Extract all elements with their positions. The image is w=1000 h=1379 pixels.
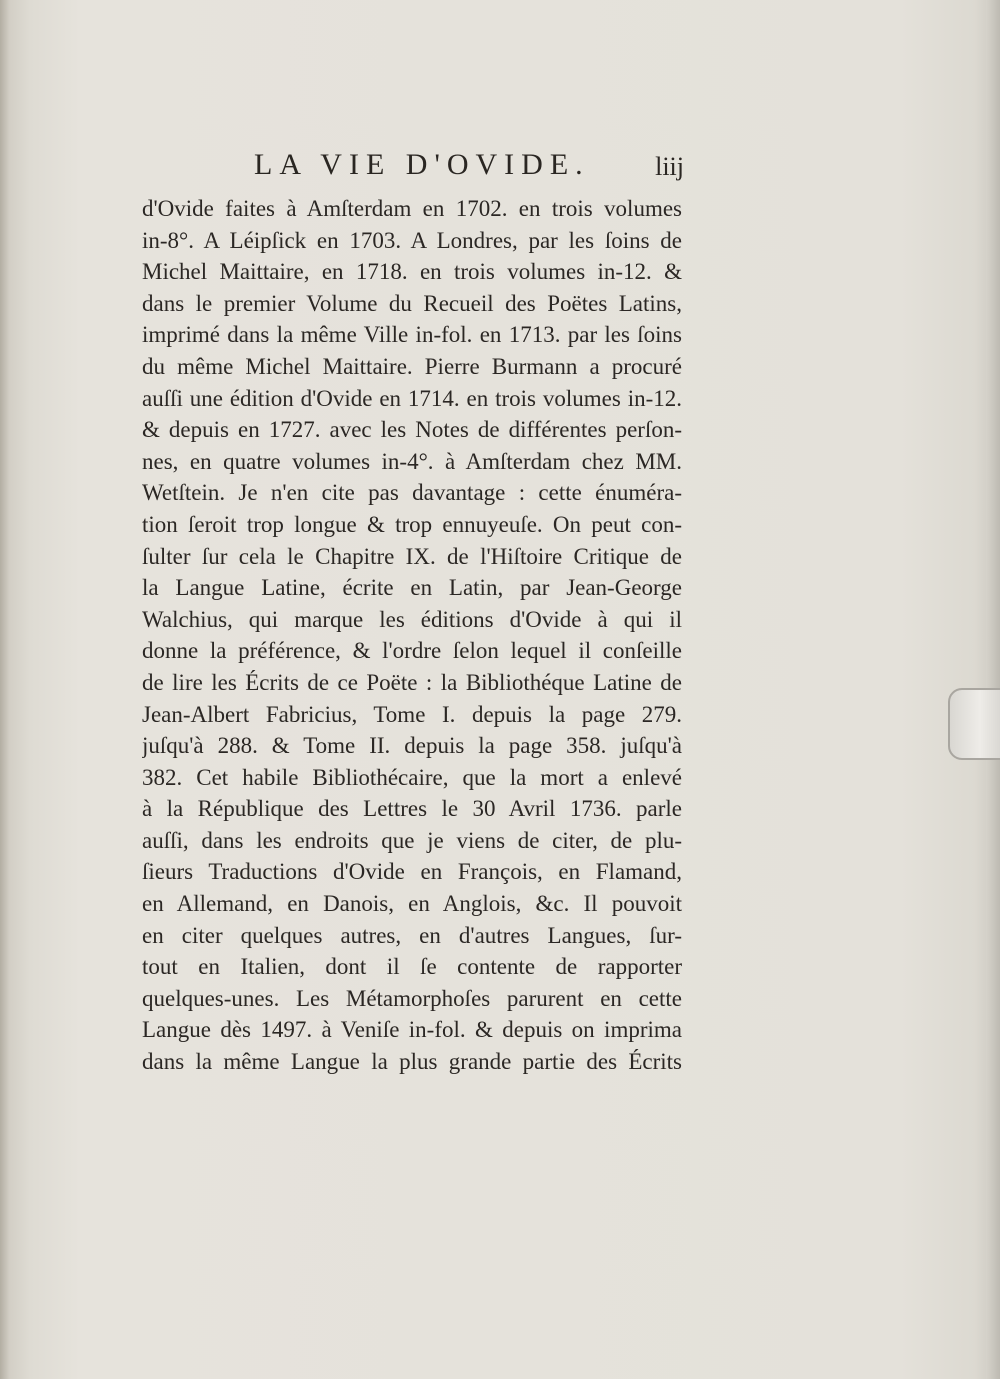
text-line: d'Ovide faites à Amſterdam en 1702. en trois volumes: [142, 196, 682, 221]
text-line: auſſi, dans les endroits que je viens de citer, de plu-: [142, 827, 682, 853]
text-line: & depuis en 1727. avec les Notes de différentes perſon-: [142, 417, 682, 443]
text-line: en Allemand, en Danois, en Anglois, &c. Il pouvoit: [142, 891, 682, 917]
bookmark-tab: [948, 688, 1000, 760]
text-line: en citer quelques autres, en d'autres Langues, ſur-: [142, 922, 682, 948]
text-line: juſqu'à 288. & Tome II. depuis la page 358. juſqu'à: [142, 733, 682, 759]
text-line: la Langue Latine, écrite en Latin, par Jean-George: [142, 575, 682, 601]
running-title: LA VIE D'OVIDE.: [254, 148, 590, 181]
text-line: ſulter ſur cela le Chapitre IX. de l'Hiſtoire Critique de: [142, 543, 682, 569]
text-line: de lire les Écrits de ce Poëte : la Bibliothéque Latine de: [142, 669, 682, 695]
text-line: auſſi une édition d'Ovide en 1714. en trois volumes in-12.: [142, 385, 682, 411]
text-line: dans la même Langue la plus grande partie des Écrits: [142, 1049, 682, 1075]
text-line: tout en Italien, dont il ſe contente de rapporter: [142, 954, 682, 980]
page-number: liij: [655, 152, 684, 181]
text-line: Walchius, qui marque les éditions d'Ovide à qui il: [142, 606, 682, 632]
text-line: imprimé dans la même Ville in-fol. en 1713. par les ſoins: [142, 322, 682, 348]
page-header: [236, 148, 684, 192]
text-line: à la République des Lettres le 30 Avril 1736. parle: [142, 796, 682, 822]
text-line: quelques-unes. Les Métamorphoſes parurent en cette: [142, 985, 682, 1011]
text-line: Langue dès 1497. à Veniſe in-fol. & depuis on imprima: [142, 1017, 682, 1043]
text-line: du même Michel Maittaire. Pierre Burmann a procuré: [142, 353, 682, 379]
text-line: in-8°. A Léipſick en 1703. A Londres, par les ſoins de: [142, 227, 682, 253]
text-line: donne la préférence, & l'ordre ſelon lequel il conſeille: [142, 638, 682, 664]
text-line: Michel Maittaire, en 1718. en trois volumes in-12. &: [142, 259, 682, 285]
binding-edge: [0, 0, 10, 1379]
body-text: [142, 193, 682, 1078]
text-line: nes, en quatre volumes in-4°. à Amſterdam chez MM.: [142, 448, 682, 474]
text-line: Wetſtein. Je n'en cite pas davantage : cette énuméra-: [142, 480, 682, 506]
text-line: ſieurs Traductions d'Ovide en François, en Flamand,: [142, 859, 682, 885]
text-line: dans le premier Volume du Recueil des Poëtes Latins,: [142, 290, 682, 316]
text-line: tion ſeroit trop longue & trop ennuyeuſe. On peut con-: [142, 511, 682, 537]
text-line: Jean-Albert Fabricius, Tome I. depuis la page 279.: [142, 701, 682, 727]
text-line: 382. Cet habile Bibliothécaire, que la mort a enlevé: [142, 764, 682, 790]
